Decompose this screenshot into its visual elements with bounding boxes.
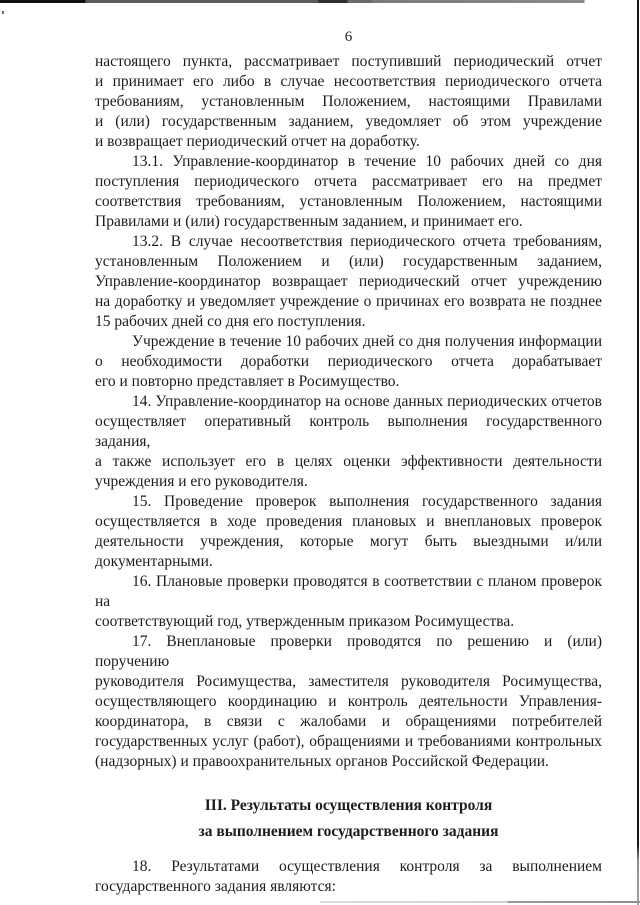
text-line: его и повторно представляет в Росимущество. xyxy=(95,373,400,390)
scan-artifact-dot xyxy=(2,11,4,14)
paragraph xyxy=(95,152,602,232)
text-line: 18. Результатами осуществления контроля за выполнением xyxy=(132,858,602,875)
text-line: Управление-координатор возвращает периодический отчет учреждению xyxy=(95,273,602,290)
paragraph xyxy=(95,332,602,392)
text-line: и (или) государственным заданием, уведомляет об этом учреждение xyxy=(95,113,602,130)
text-line: осуществляющего координацию и контроль деятельности Управления- xyxy=(95,693,602,710)
text-line: на доработку и уведомляет учреждение о причинах его возврата не позднее xyxy=(95,293,602,310)
text-line: а также использует его в целях оценки эффективности деятельности xyxy=(95,453,602,470)
text-line: осуществляется в ходе проведения плановых и внеплановых проверок xyxy=(95,513,602,530)
text-line: установленным Положением и (или) государственным заданием, xyxy=(95,253,602,270)
paragraph xyxy=(95,232,602,332)
text-line: (надзорных) и правоохранительных органов Российской Федерации. xyxy=(95,753,549,770)
text-line: 13.2. В случае несоответствия периодического отчета требованиям, xyxy=(132,233,602,250)
text-line: осуществляет оперативный контроль выполнения государственного задания, xyxy=(95,413,602,450)
paragraph xyxy=(95,52,602,152)
text-line: и принимает его либо в случае несоответствия периодического отчета xyxy=(95,73,602,90)
text-line: 13.1. Управление-координатор в течение 10 рабочих дней со дня xyxy=(132,153,602,170)
text-line: Правилами и (или) государственным заданием, и принимает его. xyxy=(95,213,523,230)
text-line: соответствия требованиям, установленным Положением, настоящими xyxy=(95,193,602,210)
text-line: 15. Проведение проверок выполнения государственного задания xyxy=(132,493,602,510)
paragraph xyxy=(95,392,602,492)
text-line: деятельности учреждения, которые могут быть выездными и/или xyxy=(95,533,602,550)
paragraph xyxy=(95,492,602,572)
document-body xyxy=(95,52,602,897)
scan-artifact-bottom-edge xyxy=(320,901,640,903)
text-line: документарными. xyxy=(95,553,213,570)
text-line: координатора, в связи с жалобами и обращениями потребителей xyxy=(95,713,602,730)
paragraph xyxy=(95,857,602,897)
text-line: 15 рабочих дней со дня его поступления. xyxy=(95,313,366,330)
page-content xyxy=(95,27,602,897)
text-line: 16. Плановые проверки проводятся в соответствии с планом проверок на xyxy=(95,573,602,610)
paragraph xyxy=(95,632,602,772)
page-number: 6 xyxy=(344,29,353,45)
text-line: настоящего пункта, рассматривает поступивший периодический отчет xyxy=(95,53,602,70)
text-line: государственных услуг (работ), обращениями и требованиями контрольных xyxy=(95,733,602,750)
paragraph xyxy=(95,572,602,632)
text-line: поступления периодического отчета рассматривает его на предмет xyxy=(95,173,602,190)
text-line: 14. Управление-координатор на основе данных периодических отчетов xyxy=(132,393,602,410)
text-line: Учреждение в течение 10 рабочих дней со дня получения информации xyxy=(132,333,602,350)
text-line: соответствующий год, утвержденным приказом Росимущества. xyxy=(95,613,515,630)
section-heading xyxy=(95,793,602,845)
text-line: руководителя Росимущества, заместителя руководителя Росимущества, xyxy=(95,673,602,690)
text-line: 17. Внеплановые проверки проводятся по решению и (или) поручению xyxy=(95,633,602,670)
text-line: о необходимости доработки периодического отчета дорабатывает xyxy=(95,353,602,370)
text-line: государственного задания являются: xyxy=(95,878,336,895)
heading-line: за выполнением государственного задания xyxy=(198,823,499,840)
scan-artifact-top-edge xyxy=(0,0,640,3)
heading-line: III. Результаты осуществления контроля xyxy=(204,797,493,814)
text-line: и возвращает периодический отчет на доработку. xyxy=(95,133,420,150)
text-line: требованиям, установленным Положением, настоящими Правилами xyxy=(95,93,602,110)
scan-artifact-right-edge xyxy=(637,0,639,905)
text-line: учреждения и его руководителя. xyxy=(95,473,308,490)
